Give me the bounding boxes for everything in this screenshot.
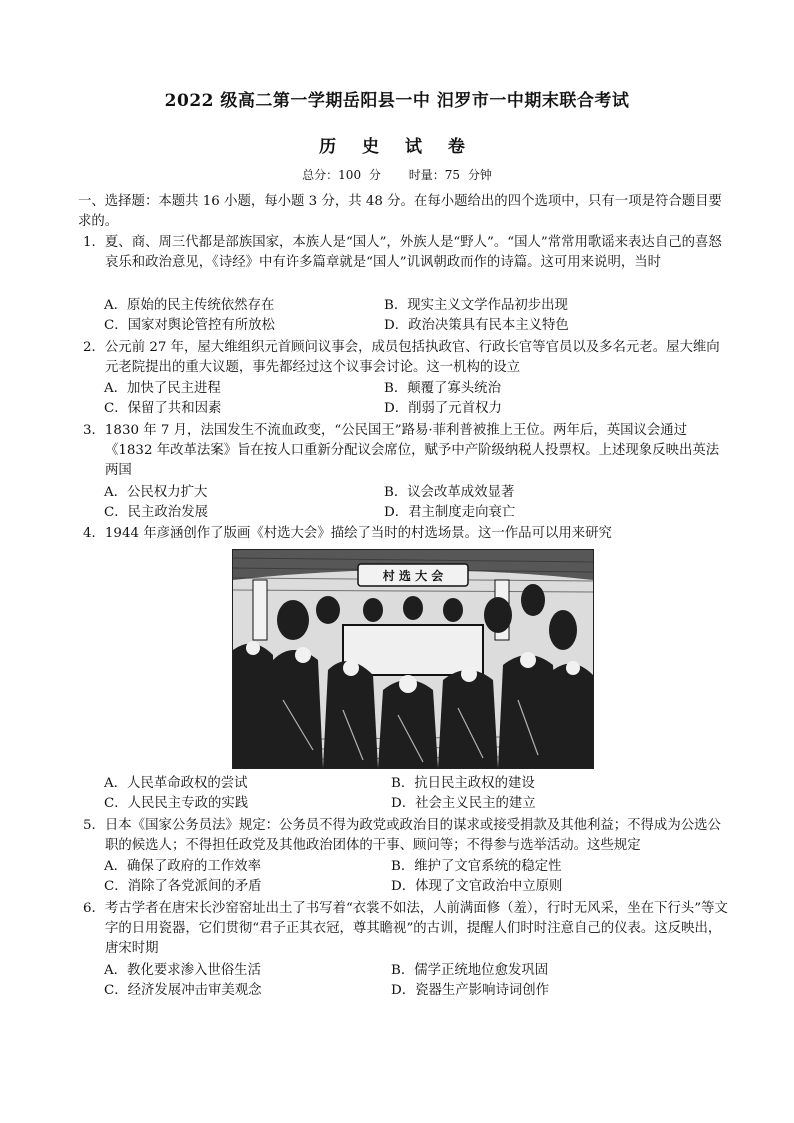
option-a: A．公民权力扩大	[104, 485, 208, 500]
option-c: C．保留了共和因素	[104, 401, 222, 416]
option-a: A．原始的民主传统依然存在	[104, 298, 275, 313]
option-d: D．体现了文官政治中立原则	[391, 879, 563, 894]
option-a: A．教化要求渗入世俗生活	[104, 963, 261, 978]
exam-meta	[0, 166, 794, 183]
option-a: A．确保了政府的工作效率	[104, 859, 261, 874]
question-stem: 3．1830 年 7 月，法国发生不流血政变，“公民国王”路易·菲利普被推上王位。两年后，英国议会通过《1832 年改革法案》旨在按人口重新分配议会席位，赋予中产阶级纳税人投票权。上述现象反映出英法两国	[83, 423, 720, 478]
subject-title: 历 史 试 卷	[319, 137, 475, 157]
option-b: B．抗日民主政权的建设	[391, 776, 535, 791]
village-election-woodcut	[233, 550, 593, 768]
option-d: D．政治决策具有民本主义特色	[384, 318, 569, 333]
option-d: D．社会主义民主的建立	[391, 796, 536, 811]
option-d: D．削弱了元首权力	[384, 401, 502, 416]
question-stem: 6．考古学者在唐宋长沙窑窑址出土了书写着“衣裳不如法，人前满面修（羞），行时无风采，坐在下行头”等文字的日用瓷器，它们贯彻“君子正其衣冠，尊其瞻视”的古训，提醒人们时时注意自己的仪表。这反映出，唐宋时期	[83, 901, 728, 956]
question-stem: 1．夏、商、周三代都是部族国家，本族人是“国人”，外族人是“野人”。“国人”常常用歌谣来表达自己的喜怒哀乐和政治意见，《诗经》中有许多篇章就是“国人”讥讽朝政而作的诗篇。这可用来说明，当时	[83, 235, 722, 270]
option-d: D．瓷器生产影响诗词创作	[391, 983, 550, 998]
option-c: C．消除了各党派间的矛盾	[104, 879, 262, 894]
total-score: 总分：100 分	[302, 168, 381, 182]
option-b: B．儒学正统地位愈发巩固	[391, 963, 549, 978]
option-c: C．民主政治发展	[104, 505, 208, 520]
duration: 时量：75 分钟	[408, 168, 492, 182]
option-b: B．维护了文官系统的稳定性	[391, 859, 562, 874]
banner-text: 村 选 大 会	[382, 569, 444, 583]
question-stem: 5．日本《国家公务员法》规定：公务员不得为政党或政治目的谋求或接受捐款及其他利益；不得成为公选公职的候选人；不得担任政党及其他政治团体的干事、顾问等；不得参与选举活动。这些规定	[83, 818, 721, 853]
option-d: D．君主制度走向衰亡	[384, 505, 516, 520]
question-6	[83, 899, 731, 959]
section-heading: 一、选择题：本题共 16 小题，每小题 3 分，共 48 分。在每小题给出的四个选项中，只有一项是符合题目要求的。	[78, 194, 722, 229]
question-4	[83, 524, 731, 544]
option-b: B．议会改革成效显著	[384, 485, 515, 500]
option-c: C．人民民主专政的实践	[104, 796, 249, 811]
question-2	[83, 338, 731, 378]
option-a: A．加快了民主进程	[104, 381, 221, 396]
option-a: A．人民革命政权的尝试	[104, 776, 248, 791]
exam-title: 2022 级高二第一学期岳阳县一中 汨罗市一中期末联合考试	[164, 91, 630, 111]
option-c: C．经济发展冲击审美观念	[104, 983, 262, 998]
question-1	[83, 233, 731, 273]
option-b: B．颠覆了寡头统治	[384, 381, 501, 396]
woodcut-illustration	[232, 549, 594, 769]
question-5	[83, 816, 731, 856]
question-stem: 2．公元前 27 年，屋大维组织元首顾问议事会，成员包括执政官、行政长官等官员以及多名元老。屋大维向元老院提出的重大议题，事先都经过这个议事会讨论。这一机构的设立	[83, 340, 720, 375]
question-stem: 4．1944 年彦涵创作了版画《村选大会》描绘了当时的村选场景。这一作品可以用来研究	[83, 526, 612, 541]
option-b: B．现实主义文学作品初步出现	[384, 298, 568, 313]
question-3	[83, 421, 731, 481]
option-c: C．国家对舆论管控有所放松	[104, 318, 275, 333]
